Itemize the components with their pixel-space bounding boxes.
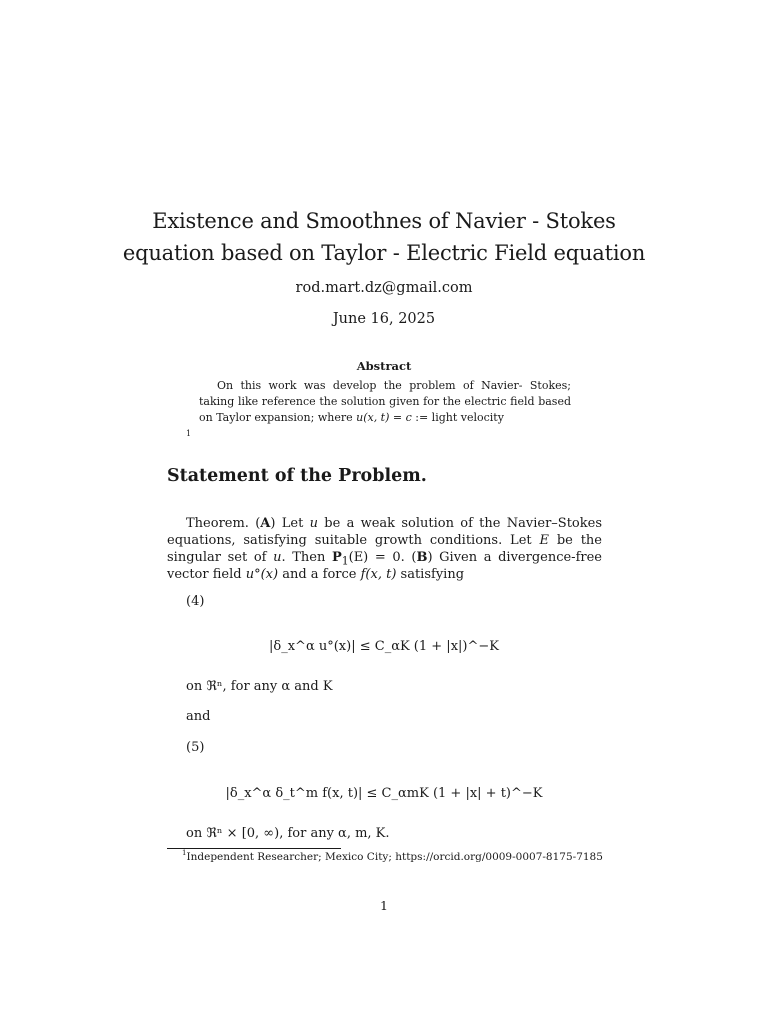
- abstract-math: u(x, t) = c: [356, 411, 412, 424]
- date: June 16, 2025: [332, 311, 436, 327]
- abstract-text-2: := light velocity: [411, 411, 504, 424]
- theorem-text: Theorem. (: [186, 516, 261, 531]
- theorem-measure-sub: 1: [341, 554, 349, 568]
- equation-number-5: (5): [186, 740, 205, 755]
- theorem-var: f(x, t): [360, 567, 397, 582]
- theorem-text: be the singular set of: [167, 533, 602, 565]
- theorem-var: u°(x): [245, 567, 279, 582]
- equation-4: |δ_x^α u°(x)| ≤ C_αK (1 + |x|)^−K: [269, 639, 499, 654]
- theorem-text: ) Given a divergence-free vector field: [167, 550, 602, 582]
- theorem-label-b: B: [416, 550, 428, 565]
- equation-number-4: (4): [186, 594, 205, 609]
- page-number: 1: [380, 898, 388, 913]
- title-line-1: Existence and Smoothnes of Navier - Stokes: [152, 209, 616, 233]
- equation-4-condition: on ℜⁿ, for any α and K: [186, 679, 333, 694]
- abstract-text-1: On this work was develop the problem of Navier- Stokes; taking like reference the solution given for the electric field based on Taylor expansion; where: [199, 379, 571, 424]
- abstract-body: [199, 378, 571, 426]
- abstract-heading: Abstract: [356, 359, 412, 373]
- theorem-text: satisfying: [396, 567, 465, 582]
- connector-text: and: [186, 709, 211, 724]
- theorem-text: ) Let: [270, 516, 310, 531]
- theorem-text: and a force: [278, 567, 361, 582]
- section-title: Statement of the Problem.: [167, 466, 427, 486]
- theorem-var: u: [273, 550, 282, 565]
- equation-5-condition: on ℜⁿ × [0, ∞), for any α, m, K.: [186, 826, 390, 841]
- footnote-rule: [167, 848, 341, 849]
- theorem-text: . Then: [281, 550, 332, 565]
- footnote: [182, 848, 603, 863]
- footnote-text: Independent Researcher; Mexico City; https://orcid.org/0009-0007-8175-7185: [186, 851, 603, 863]
- theorem-label-a: A: [260, 516, 271, 531]
- title-line-2: equation based on Taylor - Electric Field equation: [122, 241, 646, 265]
- abstract-footnote-mark: 1: [186, 429, 192, 438]
- theorem-var: u: [309, 516, 318, 531]
- paper-title: [0, 205, 768, 269]
- theorem-measure: P: [331, 550, 342, 565]
- theorem-paragraph: [167, 515, 602, 583]
- author-email: rod.mart.dz@gmail.com: [295, 280, 473, 296]
- footnote-mark: 1: [182, 848, 187, 857]
- equation-5: |δ_x^α δ_t^m f(x, t)| ≤ C_αmK (1 + |x| + t)^−K: [225, 786, 543, 801]
- theorem-var: E: [539, 533, 549, 548]
- theorem-text: be a weak solution of the Navier–Stokes equations, satisfying suitable growth conditions. Let: [167, 516, 602, 548]
- theorem-text: (E) = 0. (: [348, 550, 417, 565]
